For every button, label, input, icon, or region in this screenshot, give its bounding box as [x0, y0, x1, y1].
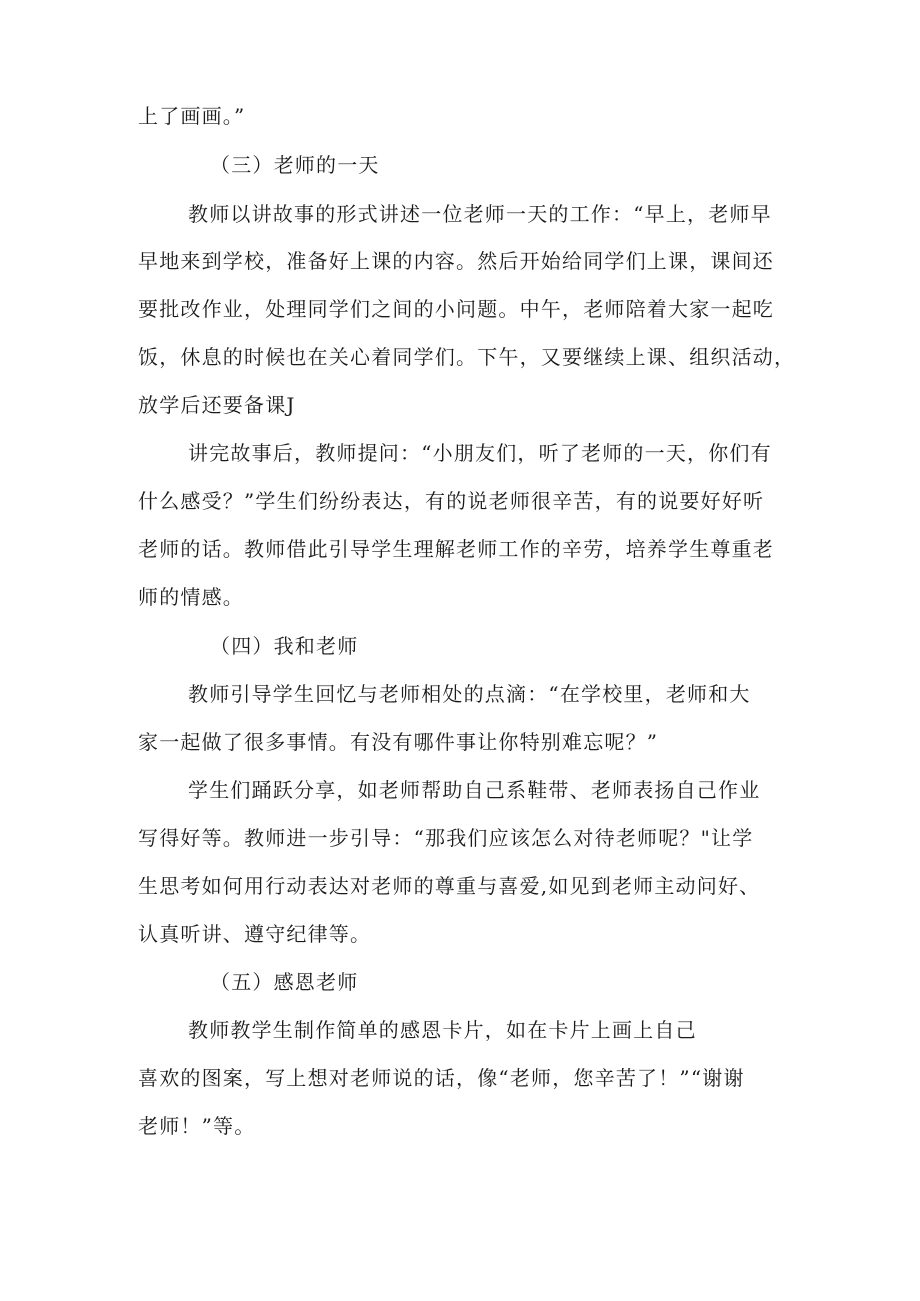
text-line: 学生们踊跃分享，如老师帮助自己系鞋带、老师表扬自己作业: [188, 778, 761, 802]
text-line: 认真听讲、遵守纪律等。: [138, 922, 372, 946]
section-heading-4: （四）我和老师: [210, 634, 359, 658]
text-line: 老师！”等。: [138, 1114, 256, 1138]
section-heading-3: （三）老师的一天: [210, 153, 380, 177]
text-line: 教师引导学生回忆与老师相处的点滴：“在学校里，老师和大: [188, 682, 751, 706]
text-line: 饭，休息的时候也在关心着同学们。下午，又要继续上课、组织活动，: [138, 345, 796, 369]
text-line: 讲完故事后，教师提问：“小朋友们，听了老师的一天，你们有: [188, 441, 772, 465]
text-line: 放学后还要备课J: [138, 393, 296, 417]
text-line: 师的情感。: [138, 585, 244, 609]
text-line: 喜欢的图案，写上想对老师说的话，像“老师，您辛苦了！”“谢谢: [138, 1066, 745, 1090]
text-line: 上了画画。”: [138, 104, 246, 128]
text-line: 教师教学生制作简单的感恩卡片，如在卡片上画上自己: [188, 1018, 697, 1042]
text-line: 生思考如何用行动表达对老师的尊重与喜爱,如见到老师主动问好、: [138, 874, 761, 898]
text-line: 要批改作业，处理同学们之间的小问题。中午，老师陪着大家一起吃: [138, 297, 774, 321]
text-line: 教师以讲故事的形式讲述一位老师一天的工作：“早上，老师早: [188, 202, 772, 226]
text-line: 写得好等。教师进一步引导：“那我们应该怎么对待老师呢？"让学: [138, 826, 754, 850]
text-line: 家一起做了很多事情。有没有哪件事让你特别难忘呢？”: [138, 730, 659, 754]
text-line: 什么感受？”学生们纷纷表达，有的说老师很辛苦，有的说要好好听: [138, 489, 765, 513]
text-line: 老师的话。教师借此引导学生理解老师工作的辛劳，培养学生尊重老: [138, 537, 774, 561]
section-heading-5: （五）感恩老师: [210, 970, 359, 994]
text-line: 早地来到学校，准备好上课的内容。然后开始给同学们上课，课间还: [138, 249, 774, 273]
